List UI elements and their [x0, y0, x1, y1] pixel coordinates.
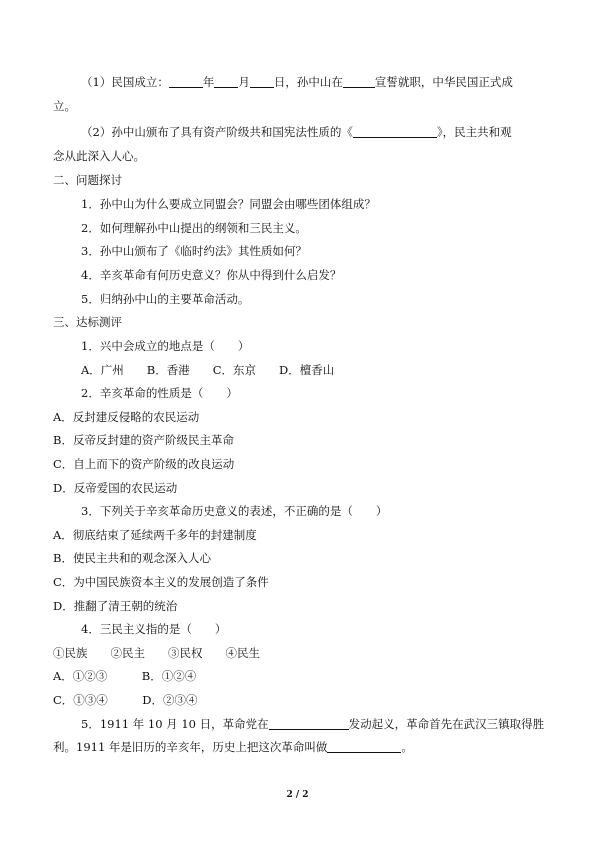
mcq-2-option-c: C．自上而下的资产阶级的改良运动 — [53, 457, 235, 471]
section-3-heading: 三、达标测评 — [53, 315, 122, 329]
section-2-heading: 二、问题探讨 — [53, 173, 122, 187]
fill-q1-text-a: （1）民国成立： — [81, 75, 169, 89]
q5-text-c: 利。1911 年是旧历的辛亥年，历史上把这次革命叫做 — [53, 740, 328, 754]
mcq-3-option-a: A．彻底结束了延续两千多年的封建制度 — [53, 528, 257, 542]
mcq-4-stem: 4．三民主义指的是（ ） — [81, 622, 227, 636]
q5-text-b: 发动起义，革命首先在武汉三镇取得胜 — [348, 717, 545, 731]
mcq-3-option-d: D．推翻了清王朝的统治 — [53, 599, 178, 613]
fill-blank-month[interactable] — [214, 75, 238, 88]
mcq-2-option-a: A．反封建反侵略的农民运动 — [53, 410, 200, 424]
fill-question-5-continuation — [53, 739, 543, 755]
fill-blank-day[interactable] — [250, 75, 274, 88]
discussion-item-3: 3．孙中山颁布了《临时约法》其性质如何？ — [81, 244, 307, 258]
discussion-item-4: 4．辛亥革命有何历史意义？你从中得到什么启发？ — [81, 268, 342, 282]
fill-q1-text-b: 年 — [202, 75, 215, 89]
fill-question-2 — [81, 124, 541, 140]
mcq-2-stem: 2．辛亥革命的性质是（ ） — [81, 386, 238, 400]
mcq-3-stem: 3．下列关于辛亥革命历史意义的表述，不正确的是（ ） — [81, 504, 388, 518]
q5-text-a: 5．1911 年 10 月 10 日，革命党在 — [81, 717, 269, 731]
fill-blank-uprising-place[interactable] — [269, 717, 349, 730]
q5-text-d: 。 — [401, 740, 413, 754]
fill-question-1-continuation: 立。 — [53, 99, 76, 113]
discussion-item-2: 2．如何理解孙中山提出的纲领和三民主义。 — [81, 221, 307, 235]
fill-question-1 — [81, 74, 541, 90]
mcq-1-options: A．广州 B．香港 C．东京 D．檀香山 — [81, 363, 335, 377]
fill-blank-constitution[interactable] — [353, 125, 437, 138]
fill-q1-text-e: 宣誓就职，中华民国正式成 — [374, 75, 513, 89]
page-number: 2 / 2 — [286, 790, 309, 800]
fill-q1-text-c: 月 — [238, 75, 250, 89]
fill-q1-text-d: 日，孙中山在 — [273, 75, 343, 89]
fill-question-2-continuation: 念从此深入人心。 — [53, 149, 145, 163]
mcq-2-option-d: D．反帝爱国的农民运动 — [53, 481, 178, 495]
fill-q2-text-a: （2）孙中山颁布了具有资产阶级共和国宪法性质的《 — [81, 125, 353, 139]
fill-blank-revolution-name[interactable] — [327, 740, 401, 753]
fill-q2-text-b: 》，民主共和观 — [436, 125, 512, 139]
mcq-2-option-b: B．反帝反封建的资产阶级民主革命 — [53, 433, 234, 447]
fill-question-5 — [81, 716, 545, 732]
mcq-3-option-b: B．使民主共和的观念深入人心 — [53, 551, 211, 565]
mcq-4-items: ①民族 ②民主 ③民权 ④民生 — [53, 646, 260, 660]
fill-blank-place[interactable] — [343, 75, 375, 88]
discussion-item-1: 1．孙中山为什么要成立同盟会？同盟会由哪些团体组成？ — [81, 197, 376, 211]
mcq-1-stem: 1．兴中会成立的地点是（ ） — [81, 339, 250, 353]
mcq-4-options-ab: A．①②③ B．①②④ — [53, 669, 197, 683]
mcq-3-option-c: C．为中国民族资本主义的发展创造了条件 — [53, 575, 269, 589]
fill-blank-year[interactable] — [169, 75, 203, 88]
discussion-item-5: 5．归纳孙中山的主要革命活动。 — [81, 292, 250, 306]
mcq-4-options-cd: C．①③④ D．②③④ — [53, 693, 198, 707]
